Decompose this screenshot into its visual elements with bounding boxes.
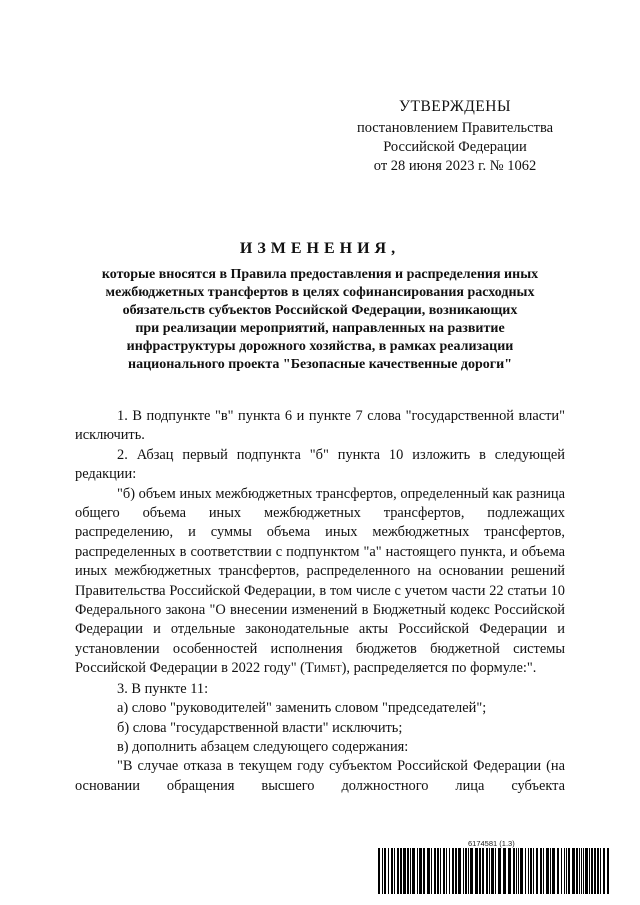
barcode-bar — [482, 848, 484, 894]
heading-subtitle-line: обязательств субъектов Российской Федерации, возникающих — [122, 303, 518, 318]
paragraph-8: "В случае отказа в текущем году субъектом Российской Федерации (на основании обращения высшего должностного лица субъекта — [75, 758, 565, 794]
barcode-bar — [486, 848, 488, 894]
barcode-bar — [455, 848, 457, 894]
barcode-bar — [536, 848, 538, 894]
paragraph-3-text: "б) объем иных межбюджетных трансфертов, определенный как разница общего объема иных межбюджетных трансфертов, подлежащих распределению, и суммы объема иных межбюджетных трансфертов, распределенных в соответствии с подпунктом "а" настоящего пункта, и объема иных межбюджетных трансфертов, распределенного на основании решений Правительства Российской Федерации, в том числе с учетом части 22 статьи 10 Федерального закона "О внесении изменений в Бюджетный кодекс Российской Федерации и отдельные законодательные акты Российской Федерации и установлении особенностей исполнения бюджетов бюджетной системы Российской Федерации в 2022 году" (Т — [75, 485, 565, 677]
document-heading — [70, 240, 570, 374]
barcode-bar — [423, 848, 425, 894]
barcode-bar — [591, 848, 593, 894]
barcode-bar — [412, 848, 415, 894]
barcode-bar — [489, 848, 490, 894]
barcode-bar — [407, 848, 409, 894]
barcode-bar — [589, 848, 590, 894]
approval-title: УТВЕРЖДЕНЫ — [399, 98, 511, 115]
barcode-bar — [419, 848, 422, 894]
heading-title: ИЗМЕНЕНИЯ, — [239, 240, 401, 257]
barcode-bar — [437, 848, 439, 894]
barcode-bar — [546, 848, 549, 894]
barcode-image — [378, 848, 610, 894]
approval-line: Российской Федерации — [383, 139, 527, 155]
barcode-bar — [516, 848, 517, 894]
barcode-bar — [417, 848, 418, 894]
barcode-bar — [603, 848, 605, 894]
heading-subtitle-line: при реализации мероприятий, направленных на развитие — [135, 321, 505, 336]
barcode-bar — [378, 848, 380, 894]
barcode-bar — [391, 848, 393, 894]
barcode-bar — [600, 848, 601, 894]
document-body — [75, 407, 565, 796]
barcode-bar — [465, 848, 467, 894]
barcode-bar — [434, 848, 436, 894]
barcode-bar — [388, 848, 389, 894]
barcode-bar — [583, 848, 584, 894]
barcode-bar — [503, 848, 506, 894]
barcode-bar — [498, 848, 501, 894]
paragraph-5: а) слово "руководителей" заменить словом "председателей"; — [117, 700, 487, 717]
barcode-bar — [410, 848, 411, 894]
barcode-bar — [479, 848, 481, 894]
barcode-bar — [543, 848, 544, 894]
paragraph-3 — [75, 485, 565, 680]
approval-date-number: от 28 июня 2023 г. № 1062 — [373, 158, 537, 174]
barcode-bar — [557, 848, 559, 894]
heading-subtitle-line: межбюджетных трансфертов в целях софинансирования расходных — [105, 285, 535, 300]
approval-line: постановлением Правительства — [356, 120, 554, 136]
barcode-bar — [463, 848, 464, 894]
heading-subtitle-line: национального проекта "Безопасные качественные дороги" — [128, 357, 512, 372]
paragraph-3-text-end: ), распределяется по формуле:". — [341, 660, 537, 677]
barcode-bar — [384, 848, 386, 894]
approval-block — [340, 97, 570, 176]
barcode-bar — [594, 848, 596, 894]
barcode-bar — [566, 848, 567, 894]
barcode-bar — [607, 848, 609, 894]
heading-subtitle-line: которые вносятся в Правила предоставления и распределения иных — [101, 267, 539, 282]
barcode-bar — [513, 848, 515, 894]
barcode-bar — [533, 848, 534, 894]
heading-subtitle-line: инфраструктуры дорожного хозяйства, в рамках реализации — [126, 339, 514, 354]
barcode-bar — [597, 848, 599, 894]
paragraph-2: 2. Абзац первый подпункта "б" пункта 10 изложить в следующей редакции: — [75, 446, 565, 483]
barcode-bar — [452, 848, 454, 894]
barcode-bar — [520, 848, 523, 894]
barcode-bar — [540, 848, 542, 894]
barcode-bar — [530, 848, 532, 894]
barcode-bar — [581, 848, 582, 894]
barcode-bar — [552, 848, 555, 894]
barcode-bar — [528, 848, 529, 894]
barcode-bar — [585, 848, 588, 894]
barcode-bar — [427, 848, 430, 894]
paragraph-6: б) слова "государственной власти" исключить; — [117, 719, 403, 736]
barcode-bar — [400, 848, 402, 894]
barcode-bar — [576, 848, 578, 894]
barcode-bar — [550, 848, 551, 894]
barcode-bar — [579, 848, 580, 894]
barcode-bar — [382, 848, 383, 894]
barcode-bar — [468, 848, 469, 894]
barcode-bar — [449, 848, 450, 894]
barcode-bar — [394, 848, 395, 894]
barcode-bar — [458, 848, 461, 894]
barcode-bar — [564, 848, 565, 894]
barcode-bar — [572, 848, 575, 894]
barcode-bar — [470, 848, 473, 894]
barcode-bar — [508, 848, 511, 894]
paragraph-7: в) дополнить абзацем следующего содержания: — [117, 738, 409, 755]
barcode-bar — [568, 848, 570, 894]
barcode-bar — [491, 848, 494, 894]
barcode-bar — [403, 848, 406, 894]
paragraph-1: 1. В подпункте "в" пункта 6 и пункте 7 слова "государственной власти" исключить. — [75, 408, 565, 444]
barcode-bar — [443, 848, 445, 894]
barcode-bar — [561, 848, 562, 894]
formula-subscript: ИМБТ — [313, 664, 342, 676]
barcode-bar — [475, 848, 478, 894]
barcode-bar — [440, 848, 441, 894]
barcode-bar — [495, 848, 496, 894]
document-code: 6174581 (1.3) — [468, 839, 515, 848]
paragraph-4: 3. В пункте 11: — [117, 680, 209, 697]
barcode-bar — [446, 848, 447, 894]
barcode-bar — [431, 848, 432, 894]
barcode-bar — [397, 848, 399, 894]
barcode-bar — [518, 848, 519, 894]
barcode-bar — [525, 848, 526, 894]
